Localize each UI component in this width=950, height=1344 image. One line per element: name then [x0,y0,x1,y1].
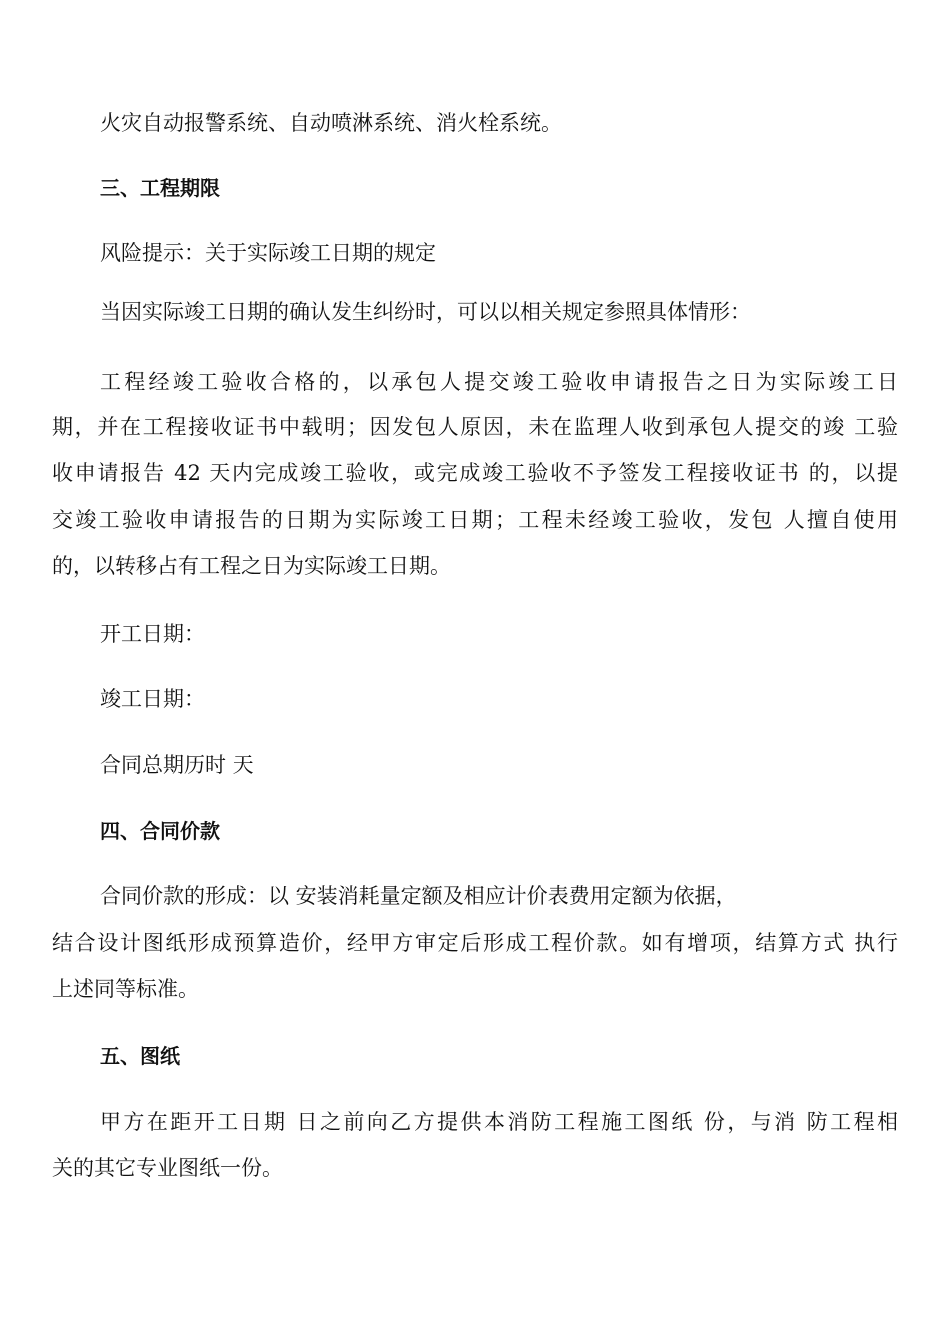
paragraph-line: 的，以转移占有工程之日为实际竣工日期。 [52,554,451,578]
risk-note: 风险提示：关于实际竣工日期的规定 [100,241,436,265]
end-date-field: 竣工日期： [100,687,205,711]
price-line: 上述同等标准。 [52,977,199,1001]
paragraph-line: 收申请报告 42 天内完成竣工验收，或完成竣工验收不予签发工程接收证书 的，以提 [52,461,898,485]
price-line: 结合设计图纸形成预算造价，经甲方审定后形成工程价款。如有增项，结算方式 执行 [52,931,898,955]
price-line: 合同价款的形成：以 安装消耗量定额及相应计价表费用定额为依据， [100,884,737,908]
paragraph-line: 期，并在工程接收证书中载明；因发包人原因，未在监理人收到承包人提交的竣 工验 [52,415,898,439]
drawing-line: 甲方在距开工日期 日之前向乙方提供本消防工程施工图纸 份，与消 防工程相 [100,1110,898,1134]
start-date-field: 开工日期： [100,622,205,646]
system-list-text: 火灾自动报警系统、自动喷淋系统、消火栓系统。 [100,111,562,135]
duration-field: 合同总期历时 天 [100,753,254,777]
section-heading-4: 四、合同价款 [100,819,220,843]
section-heading-5: 五、图纸 [100,1044,180,1068]
dispute-text: 当因实际竣工日期的确认发生纠纷时，可以以相关规定参照具体情形： [100,300,751,324]
drawing-line: 关的其它专业图纸一份。 [52,1156,283,1180]
paragraph-line: 交竣工验收申请报告的日期为实际竣工日期；工程未经竣工验收，发包 人擅自使用 [52,508,898,532]
section-heading-3: 三、工程期限 [100,176,220,200]
paragraph-line: 工程经竣工验收合格的，以承包人提交竣工验收申请报告之日为实际竣工日 [100,370,898,394]
